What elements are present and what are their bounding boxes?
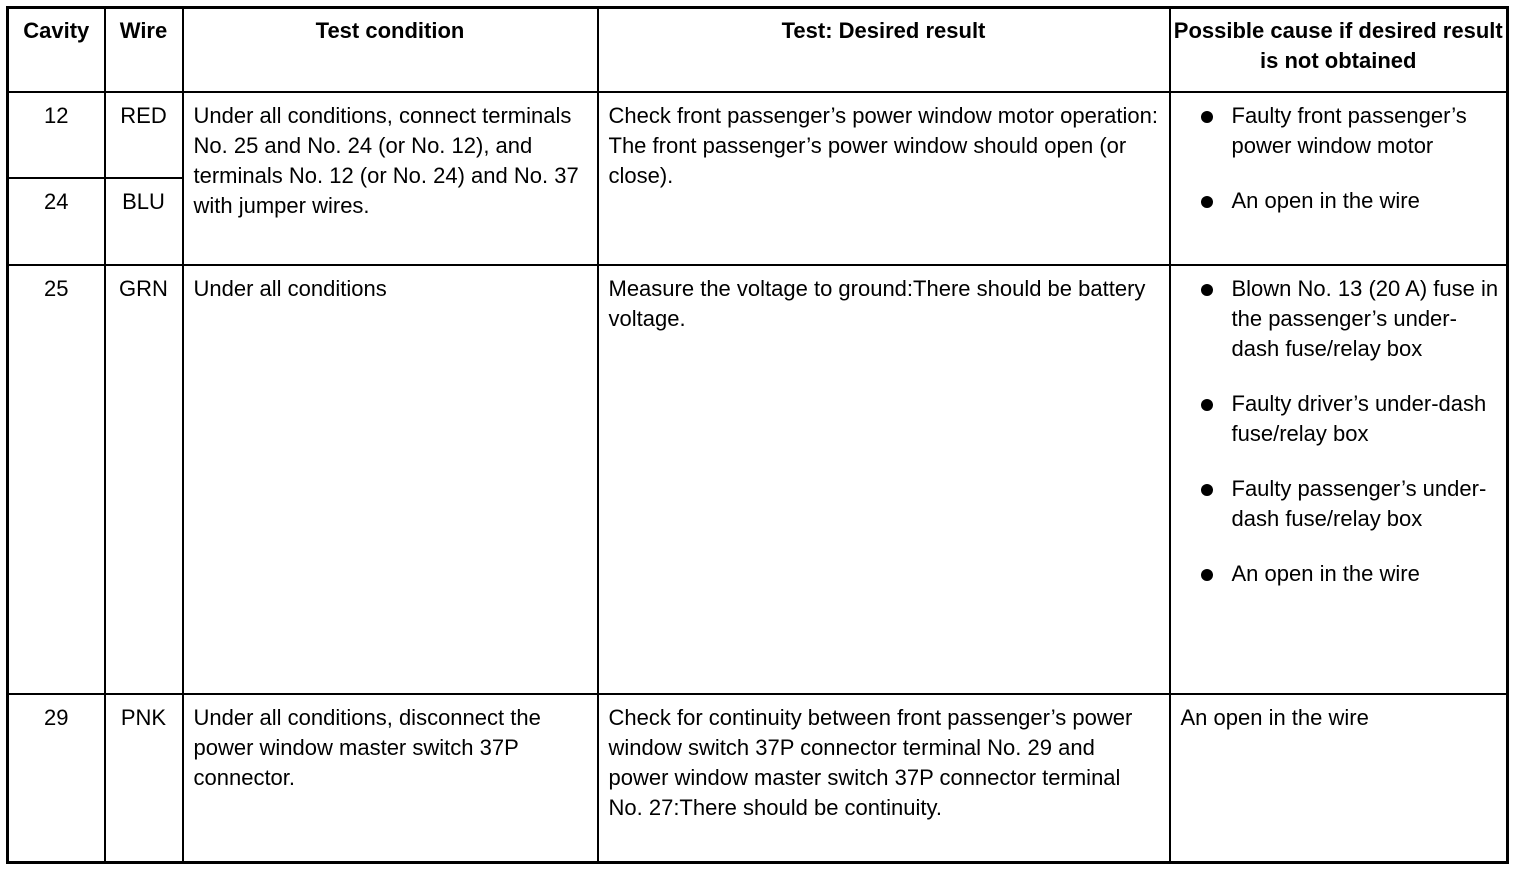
- possible-cause-cell: [1170, 92, 1508, 265]
- header-cavity: Cavity: [8, 8, 105, 92]
- bullet-icon: [1201, 111, 1213, 123]
- wire-cell: RED: [105, 92, 183, 178]
- wire-cell: BLU: [105, 178, 183, 265]
- list-item: [1171, 274, 1507, 364]
- bullet-icon: [1201, 196, 1213, 208]
- cause-text: Faulty driver’s under-dash fuse/relay box: [1231, 390, 1487, 446]
- cavity-cell: 25: [8, 265, 105, 694]
- header-wire: Wire: [105, 8, 183, 92]
- header-test-condition: Test condition: [183, 8, 598, 92]
- troubleshooting-table: [6, 6, 1509, 864]
- cavity-cell: 12: [8, 92, 105, 178]
- list-item: [1171, 559, 1507, 589]
- list-item: [1171, 101, 1507, 161]
- wire-cell: GRN: [105, 265, 183, 694]
- table-row: [8, 92, 1508, 178]
- bullet-icon: [1201, 284, 1213, 296]
- desired-result-cell: Check for continuity between front passenger’s power window switch 37P connector terminal No. 29 and power window master switch 37P connector terminal No. 27:There should be continuity.: [598, 694, 1170, 863]
- cause-text: An open in the wire: [1231, 560, 1420, 586]
- bullet-icon: [1201, 399, 1213, 411]
- table-row: [8, 265, 1508, 694]
- wire-cell: PNK: [105, 694, 183, 863]
- test-condition-cell: Under all conditions: [183, 265, 598, 694]
- list-item: [1171, 186, 1507, 216]
- cause-text: Faulty passenger’s under-dash fuse/relay box: [1231, 475, 1487, 531]
- bullet-icon: [1201, 569, 1213, 581]
- list-item: [1171, 389, 1507, 449]
- list-item: [1171, 474, 1507, 534]
- cavity-cell: 29: [8, 694, 105, 863]
- test-condition-cell: Under all conditions, connect terminals No. 25 and No. 24 (or No. 12), and terminals No. 12 (or No. 24) and No. 37 with jumper wires.: [183, 92, 598, 265]
- table-row: [8, 694, 1508, 863]
- possible-cause-cell: An open in the wire: [1170, 694, 1508, 863]
- cause-text: An open in the wire: [1231, 187, 1420, 213]
- desired-result-cell: Check front passenger’s power window motor operation: The front passenger’s power window should open (or close).: [598, 92, 1170, 265]
- cavity-cell: 24: [8, 178, 105, 265]
- cause-list: [1171, 266, 1507, 589]
- bullet-icon: [1201, 484, 1213, 496]
- header-desired-result: Test: Desired result: [598, 8, 1170, 92]
- cause-text: Faulty front passenger’s power window motor: [1231, 102, 1467, 158]
- test-condition-cell: Under all conditions, disconnect the power window master switch 37P connector.: [183, 694, 598, 863]
- header-possible-cause: Possible cause if desired result is not obtained: [1170, 8, 1508, 92]
- header-row: [8, 8, 1508, 92]
- desired-result-cell: Measure the voltage to ground:There should be battery voltage.: [598, 265, 1170, 694]
- possible-cause-cell: [1170, 265, 1508, 694]
- cause-text: Blown No. 13 (20 A) fuse in the passenger’s under-dash fuse/relay box: [1231, 275, 1499, 361]
- cause-list: [1171, 93, 1507, 216]
